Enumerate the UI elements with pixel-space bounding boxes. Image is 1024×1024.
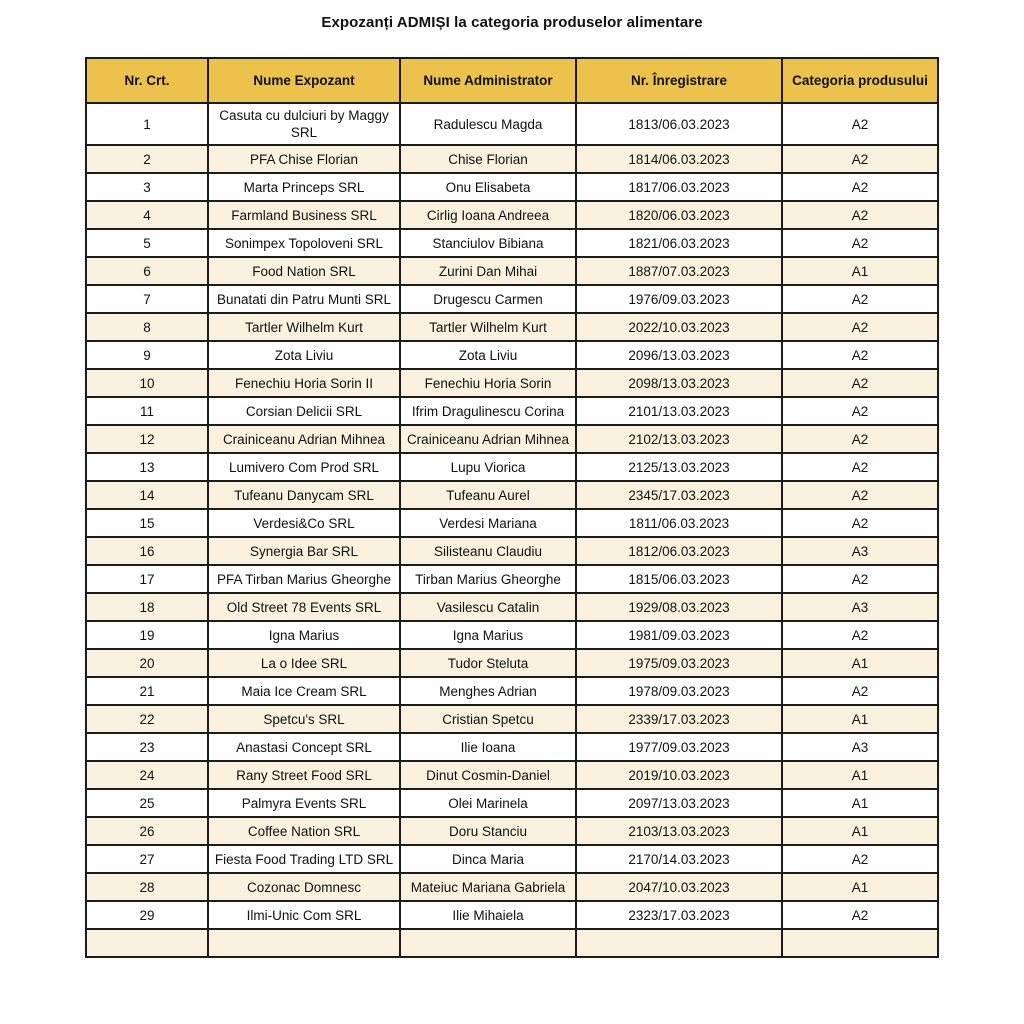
row-number: 14	[86, 481, 208, 509]
row-number: 19	[86, 621, 208, 649]
registration-number: 2098/13.03.2023	[576, 369, 782, 397]
row-number: 10	[86, 369, 208, 397]
product-category: A1	[782, 789, 938, 817]
registration-number: 2047/10.03.2023	[576, 873, 782, 901]
administrator-name: Zurini Dan Mihai	[400, 257, 576, 285]
header-nume-administrator: Nume Administrator	[400, 58, 576, 103]
registration-number: 2102/13.03.2023	[576, 425, 782, 453]
product-category: A3	[782, 593, 938, 621]
product-category: A3	[782, 537, 938, 565]
table-row	[86, 481, 938, 509]
product-category: A2	[782, 453, 938, 481]
administrator-name: Stanciulov Bibiana	[400, 229, 576, 257]
registration-number: 1820/06.03.2023	[576, 201, 782, 229]
exhibitor-name: Rany Street Food SRL	[208, 761, 400, 789]
registration-number: 1813/06.03.2023	[576, 103, 782, 145]
table-row	[86, 705, 938, 733]
administrator-name: Tudor Steluta	[400, 649, 576, 677]
exhibitor-name: Fiesta Food Trading LTD SRL	[208, 845, 400, 873]
header-nume-expozant: Nume Expozant	[208, 58, 400, 103]
administrator-name: Tirban Marius Gheorghe	[400, 565, 576, 593]
exhibitor-name: Palmyra Events SRL	[208, 789, 400, 817]
registration-number: 1814/06.03.2023	[576, 145, 782, 173]
exhibitor-name: Sonimpex Topoloveni SRL	[208, 229, 400, 257]
administrator-name: Dinut Cosmin-Daniel	[400, 761, 576, 789]
row-number: 9	[86, 341, 208, 369]
header-nr-inregistrare: Nr. Înregistrare	[576, 58, 782, 103]
registration-number: 1978/09.03.2023	[576, 677, 782, 705]
product-category: A2	[782, 313, 938, 341]
administrator-name: Ilie Ioana	[400, 733, 576, 761]
table-row	[86, 649, 938, 677]
administrator-name: Olei Marinela	[400, 789, 576, 817]
product-category: A1	[782, 257, 938, 285]
exhibitor-name: Spetcu's SRL	[208, 705, 400, 733]
row-number: 16	[86, 537, 208, 565]
product-category: A2	[782, 103, 938, 145]
row-number: 2	[86, 145, 208, 173]
table-row	[86, 201, 938, 229]
row-number: 6	[86, 257, 208, 285]
exhibitor-name: Coffee Nation SRL	[208, 817, 400, 845]
registration-number: 1929/08.03.2023	[576, 593, 782, 621]
administrator-name: Radulescu Magda	[400, 103, 576, 145]
row-number: 23	[86, 733, 208, 761]
product-category: A2	[782, 621, 938, 649]
partial-cell	[400, 929, 576, 957]
exhibitor-name: La o Idee SRL	[208, 649, 400, 677]
exhibitor-name: PFA Chise Florian	[208, 145, 400, 173]
administrator-name: Doru Stanciu	[400, 817, 576, 845]
row-number: 5	[86, 229, 208, 257]
row-number: 29	[86, 901, 208, 929]
header-nr-crt: Nr. Crt.	[86, 58, 208, 103]
product-category: A2	[782, 285, 938, 313]
table-row	[86, 369, 938, 397]
administrator-name: Onu Elisabeta	[400, 173, 576, 201]
row-number: 18	[86, 593, 208, 621]
exhibitor-name: Maia Ice Cream SRL	[208, 677, 400, 705]
exhibitor-name: Old Street 78 Events SRL	[208, 593, 400, 621]
administrator-name: Mateiuc Mariana Gabriela	[400, 873, 576, 901]
exhibitor-name: Cozonac Domnesc	[208, 873, 400, 901]
table-row	[86, 173, 938, 201]
row-number: 20	[86, 649, 208, 677]
exhibitor-name: Igna Marius	[208, 621, 400, 649]
registration-number: 1977/09.03.2023	[576, 733, 782, 761]
row-number: 26	[86, 817, 208, 845]
product-category: A2	[782, 845, 938, 873]
registration-number: 2323/17.03.2023	[576, 901, 782, 929]
table-row	[86, 397, 938, 425]
table-row	[86, 845, 938, 873]
administrator-name: Cristian Spetcu	[400, 705, 576, 733]
table-row	[86, 565, 938, 593]
table-row	[86, 145, 938, 173]
partial-row	[86, 929, 938, 957]
administrator-name: Igna Marius	[400, 621, 576, 649]
table-row	[86, 789, 938, 817]
registration-number: 2125/13.03.2023	[576, 453, 782, 481]
partial-cell	[86, 929, 208, 957]
registration-number: 1887/07.03.2023	[576, 257, 782, 285]
table-row	[86, 285, 938, 313]
exhibitor-name: Zota Liviu	[208, 341, 400, 369]
administrator-name: Silisteanu Claudiu	[400, 537, 576, 565]
administrator-name: Ilie Mihaiela	[400, 901, 576, 929]
partial-cell	[576, 929, 782, 957]
table-row	[86, 817, 938, 845]
exhibitor-name: Food Nation SRL	[208, 257, 400, 285]
administrator-name: Fenechiu Horia Sorin	[400, 369, 576, 397]
registration-number: 1975/09.03.2023	[576, 649, 782, 677]
product-category: A2	[782, 509, 938, 537]
product-category: A1	[782, 817, 938, 845]
product-category: A2	[782, 677, 938, 705]
table-row	[86, 901, 938, 929]
table-row	[86, 509, 938, 537]
registration-number: 2345/17.03.2023	[576, 481, 782, 509]
exhibitor-name: PFA Tirban Marius Gheorghe	[208, 565, 400, 593]
product-category: A2	[782, 201, 938, 229]
table-row	[86, 537, 938, 565]
exhibitor-name: Farmland Business SRL	[208, 201, 400, 229]
exhibitors-table	[85, 57, 939, 958]
product-category: A2	[782, 369, 938, 397]
table-row	[86, 313, 938, 341]
registration-number: 1821/06.03.2023	[576, 229, 782, 257]
product-category: A1	[782, 761, 938, 789]
page-title: Expozanți ADMIȘI la categoria produselor alimentare	[321, 14, 703, 31]
registration-number: 2019/10.03.2023	[576, 761, 782, 789]
header-row	[86, 58, 938, 103]
product-category: A2	[782, 397, 938, 425]
administrator-name: Ifrim Dragulinescu Corina	[400, 397, 576, 425]
administrator-name: Lupu Viorica	[400, 453, 576, 481]
exhibitor-name: Tufeanu Danycam SRL	[208, 481, 400, 509]
exhibitor-name: Ilmi-Unic Com SRL	[208, 901, 400, 929]
partial-cell	[208, 929, 400, 957]
product-category: A3	[782, 733, 938, 761]
table-row	[86, 621, 938, 649]
table-row	[86, 229, 938, 257]
product-category: A2	[782, 145, 938, 173]
product-category: A2	[782, 341, 938, 369]
registration-number: 2096/13.03.2023	[576, 341, 782, 369]
table-row	[86, 677, 938, 705]
exhibitor-name: Crainiceanu Adrian Mihnea	[208, 425, 400, 453]
administrator-name: Tartler Wilhelm Kurt	[400, 313, 576, 341]
registration-number: 1811/06.03.2023	[576, 509, 782, 537]
registration-number: 2022/10.03.2023	[576, 313, 782, 341]
table-row	[86, 257, 938, 285]
row-number: 13	[86, 453, 208, 481]
registration-number: 2170/14.03.2023	[576, 845, 782, 873]
row-number: 15	[86, 509, 208, 537]
product-category: A2	[782, 173, 938, 201]
administrator-name: Tufeanu Aurel	[400, 481, 576, 509]
row-number: 12	[86, 425, 208, 453]
administrator-name: Chise Florian	[400, 145, 576, 173]
registration-number: 1981/09.03.2023	[576, 621, 782, 649]
product-category: A2	[782, 425, 938, 453]
exhibitor-name: Anastasi Concept SRL	[208, 733, 400, 761]
table-row	[86, 593, 938, 621]
table-row	[86, 873, 938, 901]
registration-number: 1817/06.03.2023	[576, 173, 782, 201]
table-row	[86, 761, 938, 789]
registration-number: 2339/17.03.2023	[576, 705, 782, 733]
product-category: A2	[782, 565, 938, 593]
administrator-name: Menghes Adrian	[400, 677, 576, 705]
administrator-name: Dinca Maria	[400, 845, 576, 873]
row-number: 21	[86, 677, 208, 705]
exhibitor-name: Tartler Wilhelm Kurt	[208, 313, 400, 341]
registration-number: 2097/13.03.2023	[576, 789, 782, 817]
row-number: 7	[86, 285, 208, 313]
table-row	[86, 453, 938, 481]
row-number: 1	[86, 103, 208, 145]
row-number: 4	[86, 201, 208, 229]
table-body	[86, 103, 938, 957]
product-category: A1	[782, 705, 938, 733]
administrator-name: Vasilescu Catalin	[400, 593, 576, 621]
registration-number: 1812/06.03.2023	[576, 537, 782, 565]
exhibitor-name: Corsian Delicii SRL	[208, 397, 400, 425]
table-header	[86, 58, 938, 103]
exhibitor-name: Verdesi&Co SRL	[208, 509, 400, 537]
table-row	[86, 103, 938, 145]
administrator-name: Cirlig Ioana Andreea	[400, 201, 576, 229]
exhibitor-name: Bunatati din Patru Munti SRL	[208, 285, 400, 313]
registration-number: 2103/13.03.2023	[576, 817, 782, 845]
header-categoria-produsului: Categoria produsului	[782, 58, 938, 103]
product-category: A1	[782, 873, 938, 901]
row-number: 28	[86, 873, 208, 901]
row-number: 22	[86, 705, 208, 733]
table-row	[86, 733, 938, 761]
exhibitor-name: Casuta cu dulciuri by Maggy SRL	[208, 103, 400, 145]
product-category: A2	[782, 481, 938, 509]
product-category: A2	[782, 901, 938, 929]
registration-number: 2101/13.03.2023	[576, 397, 782, 425]
product-category: A1	[782, 649, 938, 677]
row-number: 17	[86, 565, 208, 593]
row-number: 27	[86, 845, 208, 873]
row-number: 3	[86, 173, 208, 201]
row-number: 8	[86, 313, 208, 341]
administrator-name: Zota Liviu	[400, 341, 576, 369]
row-number: 11	[86, 397, 208, 425]
administrator-name: Crainiceanu Adrian Mihnea	[400, 425, 576, 453]
row-number: 25	[86, 789, 208, 817]
exhibitor-name: Synergia Bar SRL	[208, 537, 400, 565]
exhibitor-name: Lumivero Com Prod SRL	[208, 453, 400, 481]
exhibitor-name: Marta Princeps SRL	[208, 173, 400, 201]
administrator-name: Verdesi Mariana	[400, 509, 576, 537]
administrator-name: Drugescu Carmen	[400, 285, 576, 313]
table-row	[86, 341, 938, 369]
partial-cell	[782, 929, 938, 957]
product-category: A2	[782, 229, 938, 257]
row-number: 24	[86, 761, 208, 789]
table-row	[86, 425, 938, 453]
registration-number: 1976/09.03.2023	[576, 285, 782, 313]
exhibitor-name: Fenechiu Horia Sorin II	[208, 369, 400, 397]
registration-number: 1815/06.03.2023	[576, 565, 782, 593]
